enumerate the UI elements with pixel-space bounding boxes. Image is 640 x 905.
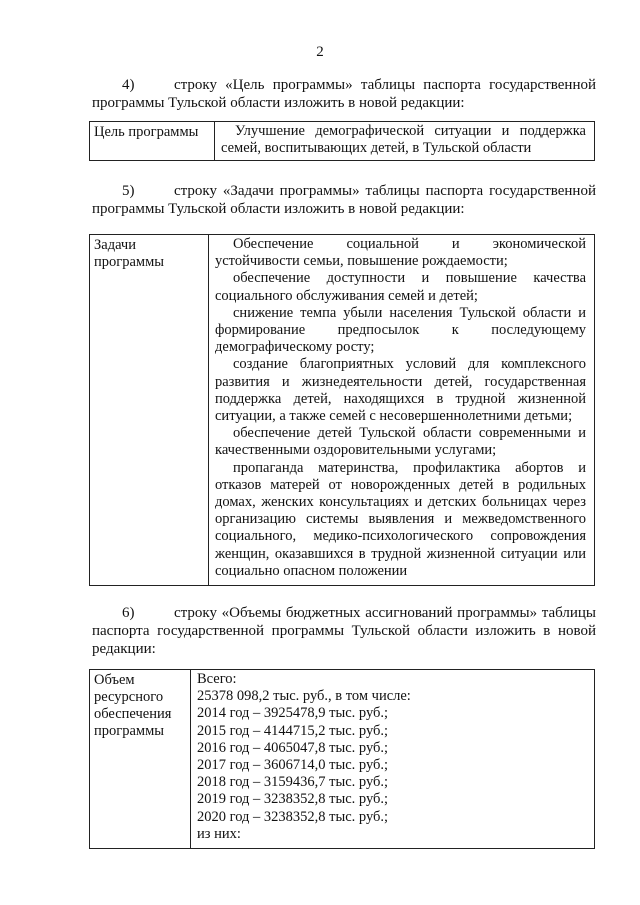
task-item: создание благоприятных условий для комплексного развития и жизнедеятельности детей, государственная поддержка детей, находящихся в трудной жизненной ситуации, а также семей с несовершеннолетними детьми;	[215, 356, 586, 425]
resources-label: Объем ресурсного обеспечения программы	[90, 670, 191, 849]
resources-line: 2014 год – 3925478,9 тыс. руб.;	[197, 705, 389, 722]
task-item: пропаганда материнства, профилактика абортов и отказов матерей от новорожденных детей в родильных домах, женских консультациях и детских больницах через организацию системы выявления и межведомственного социального, медико-психологического сопровождения женщин, оказавшихся в трудной жизненной ситуации или социально опасном положении	[215, 459, 586, 579]
paragraph-text: строку «Цель программы» таблицы паспорта государственной программы Тульской области изложить в новой редакции:	[92, 77, 596, 111]
goal-label: Цель программы	[90, 122, 215, 161]
paragraph-item-6	[92, 604, 596, 658]
resources-value	[191, 670, 595, 849]
resources-line: 2017 год – 3606714,0 тыс. руб.;	[197, 757, 389, 774]
paragraph-item-5	[92, 182, 596, 218]
resources-table	[89, 669, 595, 849]
table-row	[90, 122, 595, 161]
item-number: 5)	[122, 183, 135, 199]
resources-line: 2016 год – 4065047,8 тыс. руб.;	[197, 739, 389, 756]
task-item: Обеспечение социальной и экономической устойчивости семьи, повышение рождаемости;	[215, 236, 586, 270]
tasks-value	[209, 235, 595, 586]
goal-table	[89, 121, 595, 161]
task-item: снижение темпа убыли населения Тульской области и формирование предпосылок к последующему демографическому росту;	[215, 304, 586, 356]
paragraph-text: строку «Объемы бюджетных ассигнований программы» таблицы паспорта государственной программы Тульской области изложить в новой редакции:	[92, 605, 596, 657]
table-row	[90, 670, 595, 849]
paragraph-text: строку «Задачи программы» таблицы паспорта государственной программы Тульской области изложить в новой редакции:	[92, 183, 596, 217]
paragraph-item-4	[92, 76, 596, 112]
resources-line: 2019 год – 3238352,8 тыс. руб.;	[197, 791, 389, 808]
resources-line: 2020 год – 3238352,8 тыс. руб.;	[197, 808, 389, 825]
tasks-table	[89, 234, 595, 586]
table-row	[90, 235, 595, 586]
resources-line: Всего:	[197, 671, 237, 687]
goal-value: Улучшение демографической ситуации и поддержка семей, воспитывающих детей, в Тульской области	[215, 122, 595, 161]
task-item: обеспечение детей Тульской области современными и качественными оздоровительными услугами;	[215, 425, 586, 459]
item-number: 6)	[122, 605, 135, 621]
resources-line: 25378 098,2 тыс. руб., в том числе:	[197, 688, 411, 705]
task-item: обеспечение доступности и повышение качества социального обслуживания семей и детей;	[215, 270, 586, 304]
page-number: 2	[316, 44, 324, 60]
resources-line: 2018 год – 3159436,7 тыс. руб.;	[197, 774, 389, 791]
item-number: 4)	[122, 77, 135, 93]
resources-line: из них:	[197, 825, 241, 842]
resources-line: 2015 год – 4144715,2 тыс. руб.;	[197, 722, 389, 739]
tasks-label: Задачи программы	[90, 235, 209, 586]
